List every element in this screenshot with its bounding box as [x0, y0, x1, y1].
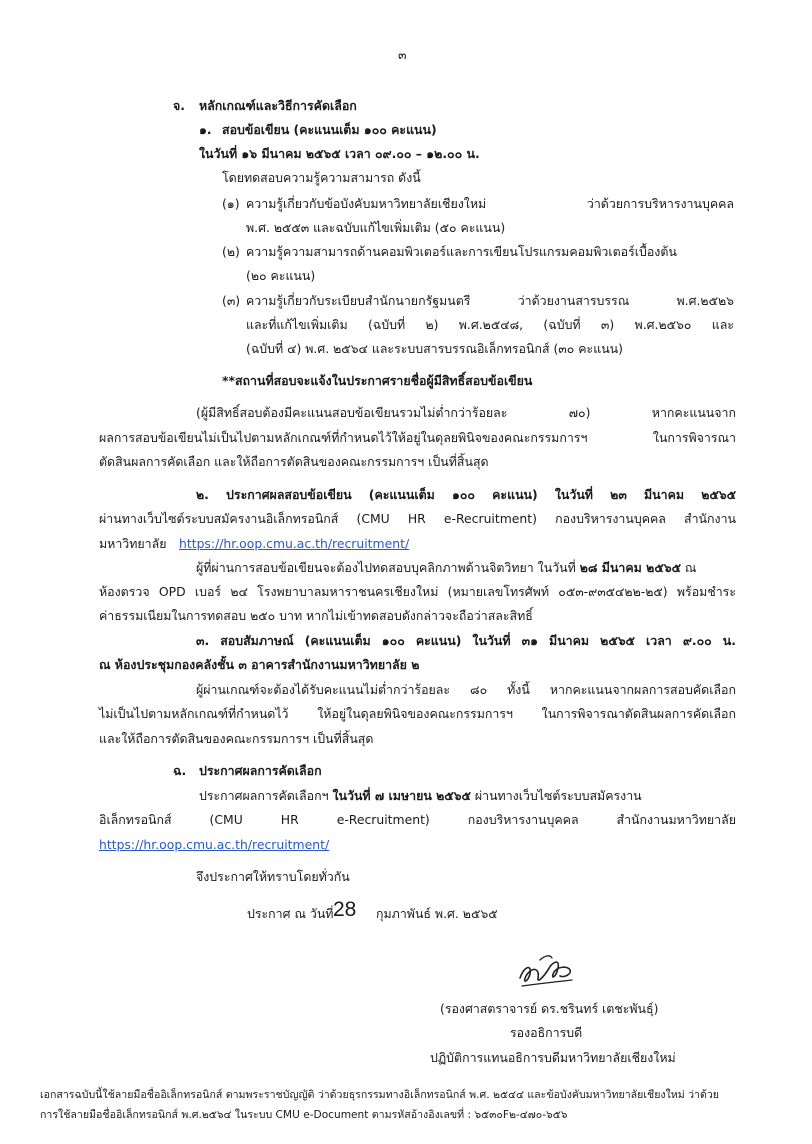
item3-line2: ไม่เป็นไปตามหลักเกณฑ์ที่กำหนดไว้ ให้อยู่ในดุลยพินิจของคณะกรรมการฯ ในการพิจารณาตัดสินผลการคัดเลือก: [99, 706, 736, 721]
recruitment-link-1[interactable]: https://hr.oop.cmu.ac.th/recruitment/: [179, 536, 410, 551]
item2-line2-prefix: มหาวิทยาลัย: [99, 536, 167, 551]
section-ch-line2: อิเล็กทรอนิกส์ (CMU HR e-Recruitment) กองบริหารงานบุคคล สำนักงานมหาวิทยาลัย: [99, 812, 736, 827]
item1-title: สอบข้อเขียน (คะแนนเต็ม ๑๐๐ คะแนน): [222, 122, 437, 137]
sub1-number: (๑): [222, 196, 240, 211]
sub2-line2: (๒๐ คะแนน): [246, 268, 316, 283]
item2-para-date: ๒๘ มีนาคม ๒๕๖๕: [579, 560, 681, 575]
section-ch-date: ในวันที่ ๗ เมษายน ๒๕๖๕: [332, 788, 471, 803]
footer-line2: การใช้ลายมือชื่ออิเล็กทรอนิกส์ พ.ศ.๒๕๖๔ ในระบบ CMU e-Document ตามรหัสอ้างอิงเลขที่ : ๖๕๓๐F๒-๔๗๐-๖๕๖: [40, 1109, 568, 1121]
item2-para-line1-c: ณ: [680, 560, 697, 575]
section-ch-marker: ฉ.: [173, 763, 187, 778]
announce-day: 28: [333, 898, 357, 921]
announce-prefix: ประกาศ ณ วันที่: [247, 906, 334, 921]
announce-month-year: กุมภาพันธ์ พ.ศ. ๒๕๖๕: [376, 906, 498, 921]
sub1-line1: ความรู้เกี่ยวกับข้อบังคับมหาวิทยาลัยเชียงใหม่ ว่าด้วยการบริหารงานบุคคล: [246, 196, 734, 211]
item2-para-line1: [196, 559, 736, 577]
item1-para-line3: ตัดสินผลการคัดเลือก และให้ถือการตัดสินของคณะกรรมการฯ เป็นที่สิ้นสุด: [99, 454, 489, 469]
item2-para-line1-a: ผู้ที่ผ่านการสอบข้อเขียนจะต้องไปทดสอบบุคลิกภาพด้านจิตวิทยา ในวันที่: [196, 560, 580, 575]
item2-para-line3: ค่าธรรมเนียมในการทดสอบ ๒๕๐ บาท หากไม่เข้าทดสอบดังกล่าวจะถือว่าสละสิทธิ์: [99, 608, 533, 623]
signatory-position1: รองอธิการบดี: [510, 1025, 583, 1040]
item1-date-line: ในวันที่ ๑๖ มีนาคม ๒๕๖๕ เวลา ๐๙.๐๐ – ๑๒.๐๐ น.: [199, 146, 480, 161]
sub2-line1: ความรู้ความสามารถด้านคอมพิวเตอร์และการเขียนโปรแกรมคอมพิวเตอร์เบื้องต้น: [246, 244, 677, 259]
section-ch-line1: [199, 787, 736, 805]
section-ch-line1-a: ประกาศผลการคัดเลือกฯ: [199, 788, 333, 803]
section-j-marker: จ.: [173, 98, 185, 113]
closing-line: จึงประกาศให้ทราบโดยทั่วกัน: [196, 869, 350, 884]
item3-line3: และให้ถือการตัดสินของคณะกรรมการฯ เป็นที่สิ้นสุด: [99, 731, 374, 746]
item2-heading: ๒. ประกาศผลสอบข้อเขียน (คะแนนเต็ม ๑๐๐ คะแนน) ในวันที่ ๒๓ มีนาคม ๒๕๖๕: [196, 487, 736, 502]
sub3-line1: ความรู้เกี่ยวกับระเบียบสำนักนายกรัฐมนตรี ว่าด้วยงานสารบรรณ พ.ศ.๒๕๒๖: [246, 293, 734, 308]
sub3-line2: และที่แก้ไขเพิ่มเติม (ฉบับที่ ๒) พ.ศ.๒๕๔๘, (ฉบับที่ ๓) พ.ศ.๒๕๖๐ และ: [246, 317, 734, 332]
sub1-line2: พ.ศ. ๒๕๕๓ และฉบับแก้ไขเพิ่มเติม (๕๐ คะแนน): [246, 220, 506, 235]
sub3-line3: (ฉบับที่ ๔) พ.ศ. ๒๕๖๔ และระบบสารบรรณอิเล็กทรอนิกส์ (๓๐ คะแนน): [246, 341, 623, 356]
item1-para-line1: (ผู้มีสิทธิ์สอบต้องมีคะแนนสอบข้อเขียนรวมไม่ต่ำกว่าร้อยละ ๗๐) หากคะแนนจาก: [196, 405, 736, 420]
recruitment-link-2[interactable]: https://hr.oop.cmu.ac.th/recruitment/: [99, 837, 330, 852]
signatory-position2: ปฏิบัติการแทนอธิการบดีมหาวิทยาลัยเชียงใหม่: [430, 1050, 676, 1065]
footer-line1: เอกสารฉบับนี้ใช้ลายมือชื่ออิเล็กทรอนิกส์ ตามพระราชบัญญัติ ว่าด้วยธุรกรรมทางอิเล็กทรอนิกส์ พ.ศ. ๒๕๔๔ และข้อบังคับมหาวิทยาลัยเชียงใหม่ ว่าด้วย: [40, 1089, 720, 1101]
section-ch-title: ประกาศผลการคัดเลือก: [199, 763, 322, 778]
sub2-number: (๒): [222, 244, 240, 259]
section-j-title: หลักเกณฑ์และวิธีการคัดเลือก: [199, 98, 357, 113]
sub3-number: (๓): [222, 293, 241, 308]
item3-line1: ผู้ผ่านเกณฑ์จะต้องได้รับคะแนนไม่ต่ำกว่าร้อยละ ๘๐ ทั้งนี้ หากคะแนนจากผลการสอบคัดเลือก: [196, 682, 736, 697]
item2-para-line2: ห้องตรวจ OPD เบอร์ ๒๔ โรงพยาบาลมหาราชนครเชียงใหม่ (หมายเลขโทรศัพท์ ๐๕๓-๙๓๕๔๒๒-๒๕) พร้อมชำระ: [99, 584, 736, 599]
page-number: ๓: [398, 47, 407, 62]
item1-intro: โดยทดสอบความรู้ความสามารถ ดังนี้: [222, 170, 421, 185]
section-ch-line1-c: ผ่านทางเว็บไซต์ระบบสมัครงาน: [470, 788, 642, 803]
item1-number: ๑.: [199, 122, 212, 137]
signatory-name: (รองศาสตราจารย์ ดร.ชรินทร์ เตชะพันธุ์): [440, 1001, 659, 1016]
item1-para-line2: ผลการสอบข้อเขียนไม่เป็นไปตามหลักเกณฑ์ที่กำหนดไว้ให้อยู่ในดุลยพินิจของคณะกรรมการฯ ในการพิจารณา: [99, 430, 736, 445]
venue-note: **สถานที่สอบจะแจ้งในประกาศรายชื่อผู้มีสิทธิ์สอบข้อเขียน: [222, 373, 533, 388]
signature-image: [510, 948, 584, 992]
item3-heading-line2: ณ ห้องประชุมกองคลังชั้น ๓ อาคารสำนักงานมหาวิทยาลัย ๒: [99, 657, 420, 672]
item3-heading: ๓. สอบสัมภาษณ์ (คะแนนเต็ม ๑๐๐ คะแนน) ในวันที่ ๓๑ มีนาคม ๒๕๖๕ เวลา ๙.๐๐ น.: [196, 633, 736, 648]
item2-line1: ผ่านทางเว็บไซต์ระบบสมัครงานอิเล็กทรอนิกส์ (CMU HR e-Recruitment) กองบริหารงานบุคคล สำนักงาน: [99, 511, 736, 526]
